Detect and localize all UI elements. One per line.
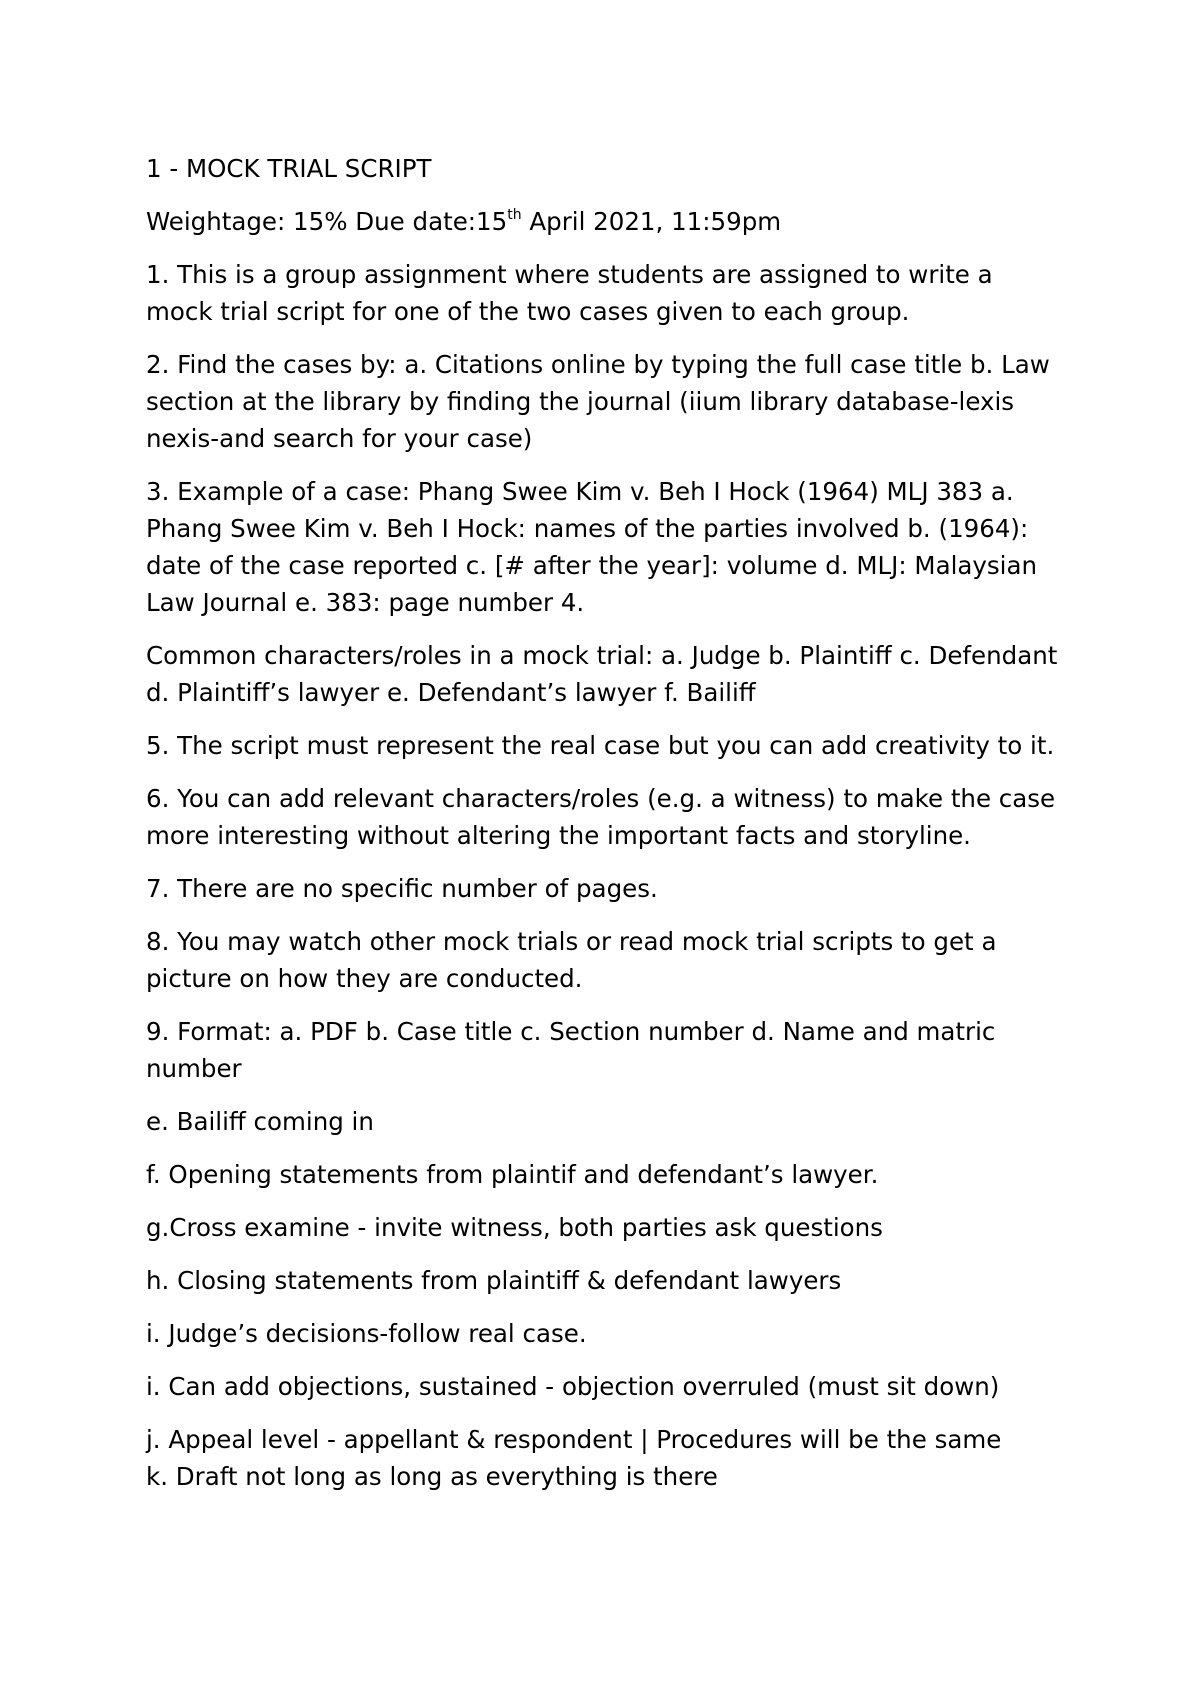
paragraph-9i-objections: i. Can add objections, sustained - objection overruled (must sit down) <box>146 1372 1000 1401</box>
paragraph-9i: i. Judge’s decisions-follow real case. <box>146 1319 587 1348</box>
paragraph-3: 3. Example of a case: Phang Swee Kim v. Beh I Hock (1964) MLJ 383 a. Phang Swee Kim v. Beh I Hock: names of the parties involved b. (1964): date of the case reported c. [# after the year]: volume d. MLJ: Malaysian Law Journal e. 383: page number 4. <box>146 477 1038 617</box>
paragraph-9j: j. Appeal level - appellant & respondent | Procedures will be the same <box>146 1425 1002 1454</box>
paragraph-9: 9. Format: a. PDF b. Case title c. Section number d. Name and matric number <box>146 1017 996 1083</box>
paragraph-4: Common characters/roles in a mock trial: a. Judge b. Plaintiff c. Defendant d. Plaintiff’s lawyer e. Defendant’s lawyer f. Bailiff <box>146 641 1058 707</box>
paragraph-5: 5. The script must represent the real case but you can add creativity to it. <box>146 731 1055 760</box>
paragraph-8: 8. You may watch other mock trials or read mock trial scripts to get a picture on how they are conducted. <box>146 927 997 993</box>
document-title: 1 - MOCK TRIAL SCRIPT <box>146 154 432 183</box>
document-meta <box>146 203 1066 240</box>
paragraph-9h: h. Closing statements from plaintiff & defendant lawyers <box>146 1266 842 1295</box>
meta-superscript: th <box>507 206 522 223</box>
meta-suffix: April 2021, 11:59pm <box>521 207 782 236</box>
paragraph-6: 6. You can add relevant characters/roles (e.g. a witness) to make the case more interesting without altering the important facts and storyline. <box>146 784 1056 850</box>
paragraph-1: 1. This is a group assignment where students are assigned to write a mock trial script for one of the two cases given to each group. <box>146 260 993 326</box>
paragraph-9e: e. Bailiff coming in <box>146 1107 374 1136</box>
paragraph-9f: f. Opening statements from plaintif and defendant’s lawyer. <box>146 1160 879 1189</box>
meta-prefix: Weightage: 15% Due date:15 <box>146 207 508 236</box>
document-body <box>146 150 1066 1511</box>
paragraph-7: 7. There are no specific number of pages. <box>146 874 658 903</box>
paragraph-9k: k. Draft not long as long as everything is there <box>146 1462 718 1491</box>
paragraph-9g: g.Cross examine - invite witness, both parties ask questions <box>146 1213 883 1242</box>
paragraph-2: 2. Find the cases by: a. Citations online by typing the full case title b. Law section at the library by finding the journal (iium library database-lexis nexis-and search for your case) <box>146 350 1050 453</box>
